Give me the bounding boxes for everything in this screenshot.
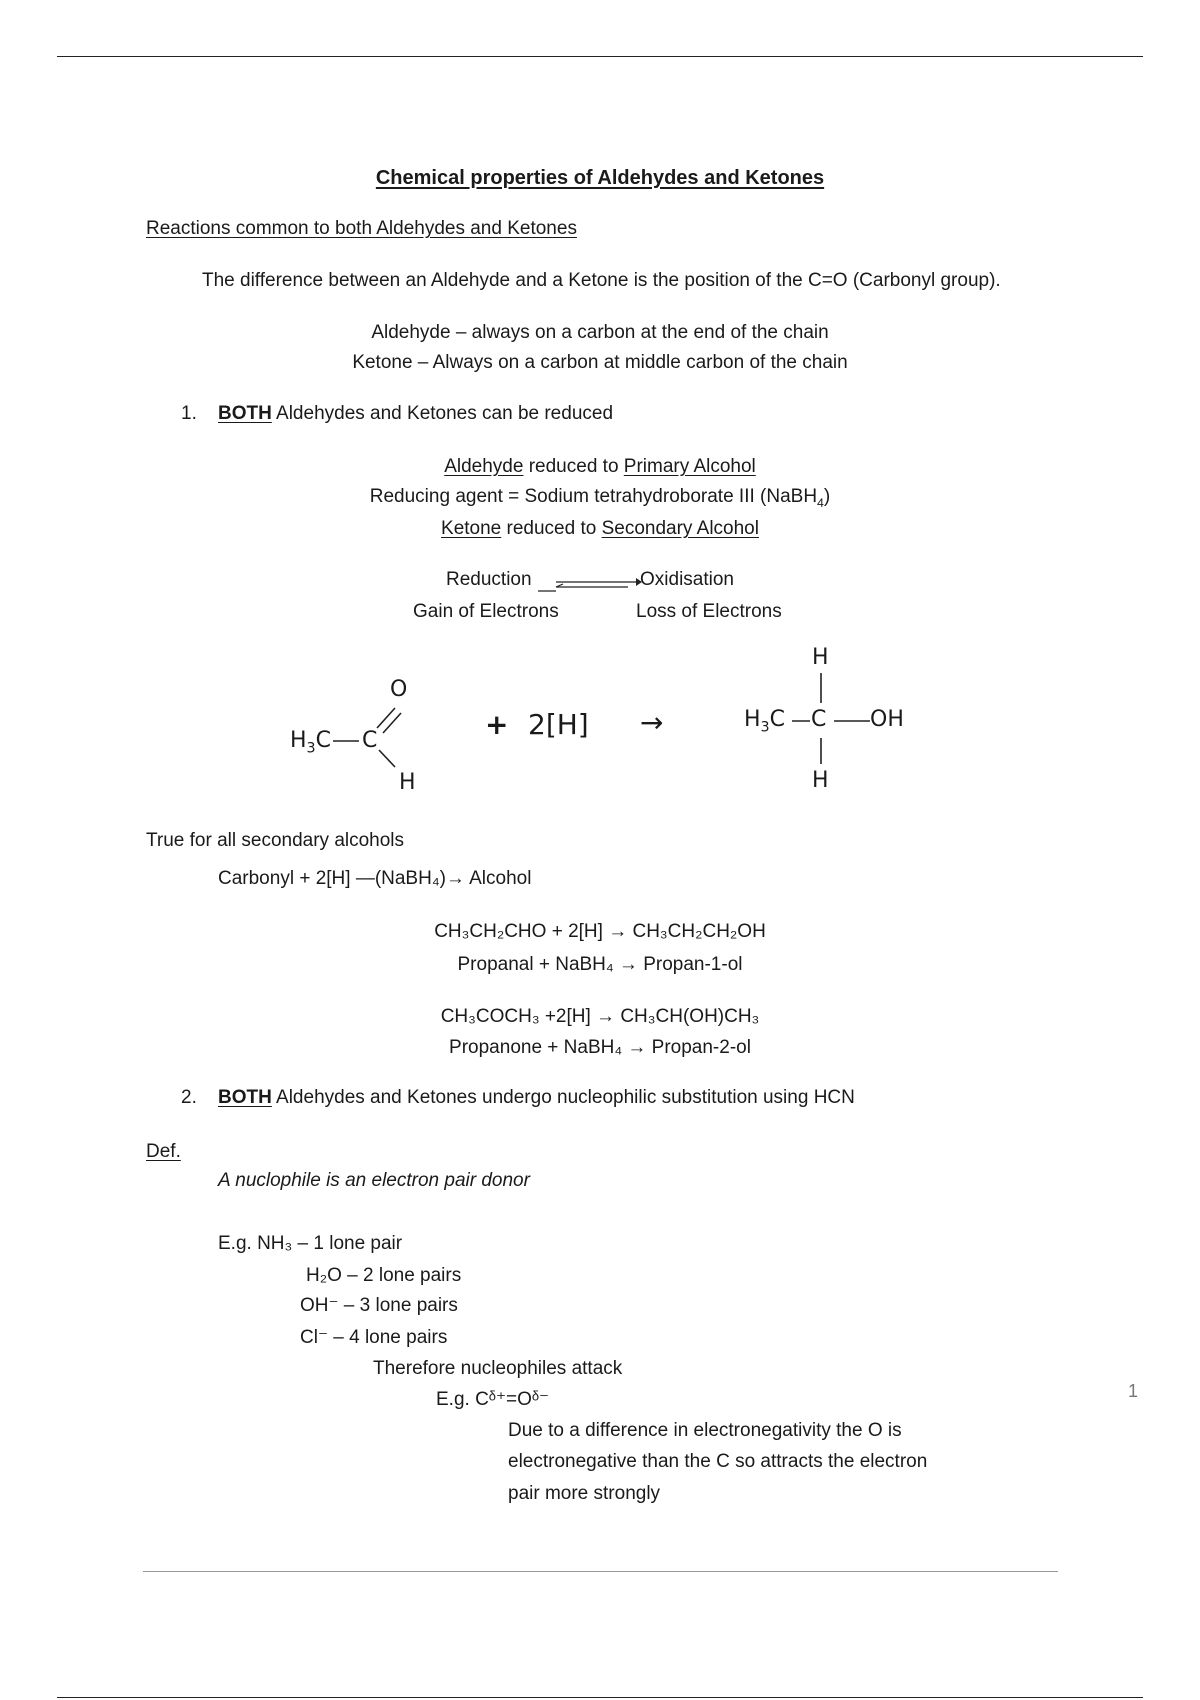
reducing-agent-line <box>370 486 830 511</box>
alcohol-methyl-sub: 3 <box>760 719 770 736</box>
page-number: 1 <box>1128 1381 1139 1401</box>
ketone-definition: Ketone – Always on a carbon at middle carbon of the chain <box>352 352 848 373</box>
alcohol-methyl-c: C <box>769 707 786 732</box>
methyl-c: C <box>315 728 332 753</box>
explanation-line-1: Due to a difference in electronegativity the O is <box>508 1420 902 1441</box>
footer-rule <box>143 1571 1058 1572</box>
plus-sign: + <box>485 708 509 741</box>
dipole-example: E.g. Cᵟ⁺=Oᵟ⁻ <box>436 1389 550 1410</box>
alcohol-top-hydrogen: H <box>812 645 829 670</box>
equation-propanone: CH₃COCH₃ +2[H] → CH₃CH(OH)CH₃ <box>440 1006 760 1027</box>
secondary-alcohol: Secondary Alcohol <box>601 518 759 539</box>
aldehyde-reduction-line <box>444 456 756 479</box>
section-heading: Reactions common to both Aldehydes and Ketones <box>146 218 577 239</box>
aldehyde-definition: Aldehyde – always on a carbon at the end of the chain <box>371 322 829 343</box>
equation-propanal: CH₃CH₂CHO + 2[H] → CH₃CH₂CH₂OH <box>434 921 766 942</box>
definition-text: A nuclophile is an electron pair donor <box>218 1170 530 1191</box>
alcohol-bonds-icon <box>780 670 880 770</box>
intro-text: The difference between an Aldehyde and a Ketone is the position of the C=O (Carbonyl group). <box>202 270 1001 291</box>
reducing-agent-text: Reducing agent = Sodium tetrahydroborate III (NaBH <box>369 486 818 507</box>
ketone-word: Ketone <box>441 518 502 539</box>
alcohol-methyl-h: H <box>744 707 761 732</box>
reaction-arrow-icon: → <box>640 706 664 739</box>
example-nh3: E.g. NH₃ – 1 lone pair <box>218 1233 403 1254</box>
loss-of-electrons: Loss of Electrons <box>636 601 782 622</box>
page-title: Chemical properties of Aldehydes and Ketones <box>375 167 825 189</box>
point-1-both: BOTH <box>217 403 272 424</box>
gain-of-electrons: Gain of Electrons <box>413 601 559 622</box>
alcohol-bottom-hydrogen: H <box>812 768 829 793</box>
example-oh: OH⁻ – 3 lone pairs <box>300 1295 458 1316</box>
point-2-number: 2. <box>181 1087 197 1108</box>
equation-propanone-names: Propanone + NaBH₄ → Propan-2-ol <box>449 1037 751 1058</box>
explanation-line-3: pair more strongly <box>508 1483 661 1504</box>
equilibrium-arrow-icon <box>536 572 642 594</box>
two-hydrogen: 2[H] <box>528 708 589 741</box>
therefore-statement: Therefore nucleophiles attack <box>373 1358 623 1379</box>
explanation-line-2: electronegative than the C so attracts the electron <box>508 1451 928 1472</box>
bottom-rule <box>57 1697 1143 1698</box>
primary-alcohol: Primary Alcohol <box>623 456 756 477</box>
example-cl: Cl⁻ – 4 lone pairs <box>300 1327 448 1348</box>
ketone-reduction-line <box>441 518 759 541</box>
reduction-label: Reduction <box>446 569 532 590</box>
methyl-sub: 3 <box>306 740 316 757</box>
point-2-text: Aldehydes and Ketones undergo nucleophilic substitution using HCN <box>271 1087 855 1108</box>
aldehyde-methyl <box>290 728 331 758</box>
true-for-statement: True for all secondary alcohols <box>146 830 405 851</box>
reducing-agent-end: ) <box>823 486 831 507</box>
methyl-h: H <box>290 728 307 753</box>
point-2-both: BOTH <box>217 1087 272 1108</box>
alcohol-hydroxyl: OH <box>870 707 904 732</box>
aldehyde-mid: reduced to <box>523 456 624 477</box>
point-1-number: 1. <box>181 403 197 424</box>
alcohol-carbon: C <box>811 707 827 732</box>
example-h2o: H₂O – 2 lone pairs <box>306 1265 462 1286</box>
point-2 <box>181 1087 855 1110</box>
equation-propanal-names: Propanal + NaBH₄ → Propan-1-ol <box>457 954 743 975</box>
oxidisation-label: Oxidisation <box>640 569 734 590</box>
aldehyde-word: Aldehyde <box>444 456 524 477</box>
header-rule <box>57 56 1143 57</box>
general-equation: Carbonyl + 2[H] ―(NaBH₄)→ Alcohol <box>218 868 532 889</box>
point-1 <box>181 403 613 426</box>
definition-label: Def. <box>146 1141 181 1162</box>
aldehyde-oxygen: O <box>390 677 408 702</box>
aldehyde-hydrogen: H <box>399 770 416 795</box>
ketone-mid: reduced to <box>501 518 602 539</box>
alcohol-methyl <box>744 707 785 737</box>
point-1-text: Aldehydes and Ketones can be reduced <box>271 403 614 424</box>
reducing-agent-sub: 4 <box>817 495 824 510</box>
aldehyde-carbon: C <box>362 728 378 753</box>
